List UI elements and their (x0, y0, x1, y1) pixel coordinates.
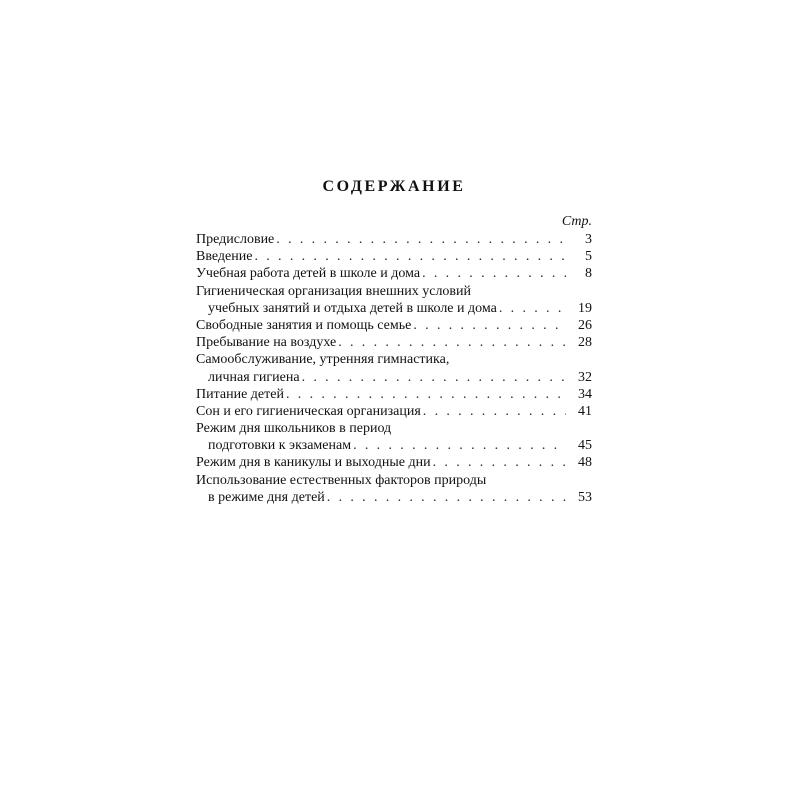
toc-page-number: 28 (578, 335, 592, 351)
dot-leader (433, 454, 566, 471)
toc-entry-line (196, 283, 592, 300)
toc-entry-line (196, 351, 592, 368)
toc-entry-continuation-line (196, 369, 592, 386)
toc-page-number: 5 (585, 249, 592, 265)
toc-entry (196, 265, 592, 282)
toc-entry-line (196, 334, 592, 351)
toc-page-number: 32 (578, 369, 592, 385)
toc-entry (196, 454, 592, 471)
toc-entry-title: Режим дня в каникулы и выходные дни (196, 455, 431, 471)
toc-page-number: 8 (585, 266, 592, 282)
dot-leader (327, 489, 566, 506)
toc-entry-line (196, 248, 592, 265)
toc-entry-title: личная гигиена (208, 369, 300, 385)
toc-entry-continuation-line (196, 300, 592, 317)
toc-page-number: 41 (578, 403, 592, 419)
toc-entry-title: Пребывание на воздухе (196, 335, 337, 351)
toc-page-number: 53 (578, 489, 592, 505)
toc-entry-title: Режим дня школьников в период (196, 421, 392, 437)
toc-entry-title: Предисловие (196, 232, 275, 247)
toc-entry-line (196, 317, 592, 334)
toc-entry-title: подготовки к экзаменам (208, 438, 352, 454)
toc-title: СОДЕРЖАНИЕ (322, 178, 466, 195)
dot-leader (338, 334, 566, 351)
dot-leader (286, 386, 566, 403)
toc-entry (196, 248, 592, 265)
toc-entry-continuation-line (196, 437, 592, 454)
toc-entry (196, 283, 592, 317)
toc-entry (196, 386, 592, 403)
toc-entry-title: учебных занятий и отдыха детей в школе и дома (208, 300, 497, 316)
toc-entry-title: в режиме дня детей (208, 489, 325, 505)
page-column-header: Стр. (561, 214, 592, 229)
toc-page-number: 45 (578, 438, 592, 454)
toc-page-number: 48 (578, 455, 592, 471)
dot-leader (302, 369, 566, 386)
toc-entry-title: Питание детей (196, 386, 284, 402)
toc-entry-line (196, 454, 592, 471)
toc-entry (196, 231, 592, 248)
toc-entry-title: Гигиеническая организация внешних условий (196, 283, 472, 299)
dot-leader (499, 300, 566, 317)
toc-entry (196, 472, 592, 506)
table-of-contents (196, 231, 592, 506)
toc-entry-line (196, 231, 592, 248)
toc-entry-line (196, 403, 592, 420)
toc-entry (196, 420, 592, 454)
toc-entry-title: Самообслуживание, утренняя гимнастика, (196, 352, 450, 368)
dot-leader (422, 265, 566, 282)
toc-entry (196, 403, 592, 420)
toc-page-number: 34 (578, 386, 592, 402)
dot-leader (254, 248, 566, 265)
toc-entry-title: Введение (196, 249, 253, 265)
toc-page-number: 3 (585, 232, 592, 247)
toc-page-number: 26 (578, 317, 592, 333)
toc-entry-line (196, 386, 592, 403)
toc-entry-title: Учебная работа детей в школе и дома (196, 266, 421, 282)
toc-entry (196, 317, 592, 334)
toc-entry (196, 334, 592, 351)
toc-entry-continuation-line (196, 489, 592, 506)
dot-leader (353, 437, 566, 454)
toc-entry-line (196, 472, 592, 489)
toc-entry-line (196, 420, 592, 437)
toc-page-number: 19 (578, 300, 592, 316)
dot-leader (276, 231, 566, 248)
toc-entry (196, 351, 592, 385)
toc-entry-line (196, 265, 592, 282)
toc-entry-title: Свободные занятия и помощь семье (196, 317, 412, 333)
toc-entry-title: Сон и его гигиеническая организация (196, 403, 421, 419)
dot-leader (413, 317, 566, 334)
toc-entry-title: Использование естественных факторов природы (196, 472, 487, 488)
dot-leader (423, 403, 566, 420)
